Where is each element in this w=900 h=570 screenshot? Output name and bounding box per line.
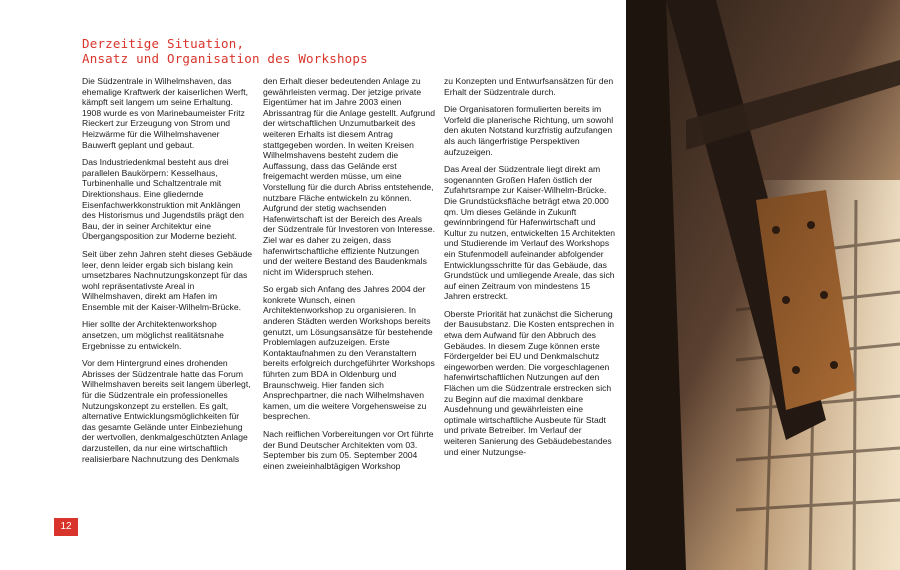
paragraph: Nach reiflichen Vorbereitungen vor Ort führte der Bund Deutscher Architekten vom 03. September bis zum 05. September 2004 einen zweieinhalbtägigen Workshop	[263, 429, 434, 471]
heading-line-2: Ansatz und Organisation des Workshops	[82, 51, 368, 66]
section-heading	[82, 36, 442, 66]
text-column-2	[263, 76, 435, 478]
paragraph: Das Industriedenkmal besteht aus drei parallelen Baukörpern: Kesselhaus, Turbinenhalle und Schaltzentrale mit Direktionshaus. Eine gliedernde Eisenfachwerkkonstruktion mit Anklängen des Historismus und Jugendstils prägt den Bau, der in seiner Architektur eine Übergangsposition zur Moderne bezieht.	[82, 157, 244, 242]
paragraph: Oberste Priorität hat zunächst die Sicherung der Bausubstanz. Die Kosten entsprechen in etwa dem Aufwand für den Abbruch des Gebäudes. In diesem Zuge können erste Fördergelder bei EU und Denkmalschutz eingeworben werden. Die vorgeschlagenen hafenwirtschaftlichen Nutzungen auf den Flächen um die Südzentrale erstrecken sich zu Beginn auf die maximal denkbare Ausdehnung und gewährleisten eine optimale wirtschaftliche Ausbeute für Stadt und private Betreiber. Im Verlauf der weiteren Sanierung des Gebäudebestandes und einer Nutzungse-	[444, 308, 615, 457]
paragraph: Die Südzentrale in Wilhelmshaven, das ehemalige Kraftwerk der kaiserlichen Werft, kämpft seit langem um seine Erhaltung. 1908 wurde es von Marinebaumeister Fritz Rieckert zur Erzeugung von Strom und Heizwärme für die Wilhelmshavener Bauwerft geplant und gebaut.	[82, 76, 249, 150]
paragraph: Die Organisatoren formulierten bereits im Vorfeld die planerische Richtung, um sowohl den akuten Notstand kurzfristig aufzufangen als auch längerfristige Perspektiven aufzuzeigen.	[444, 104, 614, 157]
industrial-photo	[626, 0, 900, 570]
paragraph: Seit über zehn Jahren steht dieses Gebäude leer, denn leider ergab sich bislang kein umsetzbares Nachnutzungskonzept für das wohl repräsentativste Areal in Wilhelmshaven, direkt am Hafen im Ensemble mit der Kaiser-Wilhelm-Brücke.	[82, 248, 253, 312]
paragraph: den Erhalt dieser bedeutenden Anlage zu gewährleisten vermag. Der jetzige private Eigentümer hat im Jahre 2003 einen Abrissantrag für die Anlage gestellt. Aufgrund der wirtschaftlichen Unzumutbarkeit des weiteren Erhalts ist diesem Antrag stattgegeben worden. In weiten Kreisen Wilhelmshavens besteht zudem die Auffassung, dass das Gelände erst freigemacht werden müsse, um eine Vorstellung für die durch Abriss entstehende, nutzbare Fläche entwickeln zu können. Aufgrund der stetig wachsenden Hafenwirtschaft ist der Bereich des Areals der Südzentrale für Investoren von Interesse. Ziel war es daher zu zeigen, dass hafenwirtschaftliche effiziente Nutzungen und der weitere Bestand des Baudenkmals nicht im Widerspruch stehen.	[263, 76, 435, 277]
text-column-1	[82, 76, 254, 471]
page-number-badge: 12	[54, 518, 78, 536]
heading-line-1: Derzeitige Situation,	[82, 36, 245, 51]
paragraph: Das Areal der Südzentrale liegt direkt am sogenannten Großen Hafen östlich der Zufahrtsrampe zur Kaiser-Wilhelm-Brücke. Die Grundstücksfläche beträgt etwa 20.000 qm. Um dieses Gelände in Zukunft gewinnbringend für Hafenwirtschaft und Kultur zu nutzen, entwickelten 15 Architekten und Studierende im Verlauf des Workshops ein Stufenmodell aufeinander abfolgender Entwicklungsschritte für das Gebäude, das Grundstück und umliegende Areale, das sich auf einen Zeitraum von mindestens 15 Jahren erstreckt.	[444, 164, 616, 302]
paragraph: So ergab sich Anfang des Jahres 2004 der konkrete Wunsch, einen Architektenworkshop zu organisieren. In anderen Städten werden Workshops bereits genutzt, um Lösungsansätze für bestehende Problemlagen aufzuzeigen. Erste Kontaktaufnahmen zu den Veranstaltern bereits erfolgreich durchgeführter Workshops führten zum BDA in Oldenburg und Braunschweig. Hier fanden sich Ansprechpartner, die nach Wilhelmshaven kamen, um die weitere Vorgehensweise zu besprechen.	[263, 284, 435, 422]
paragraph: Hier sollte der Architektenworkshop ansetzen, um möglichst realitätsnahe Ergebnisse zu entwickeln.	[82, 319, 224, 351]
text-column-3	[444, 76, 616, 464]
paragraph: zu Konzepten und Entwurfsansätzen für den Erhalt der Südzentrale durch.	[444, 76, 614, 97]
paragraph: Vor dem Hintergrund eines drohenden Abrisses der Südzentrale hatte das Forum Wilhelmshaven bereits seit langem überlegt, für die Südzentrale ein professionelles Nutzungskonzept zu erstellen. Es galt, alternative Entwicklungsmöglichkeiten für das gesamte Gelände unter Einbeziehung der wertvollen, denkmalgeschützten Anlage darzustellen, da nur eine wirtschaftlich realisierbare Nachnutzung des Denkmals	[82, 358, 251, 464]
